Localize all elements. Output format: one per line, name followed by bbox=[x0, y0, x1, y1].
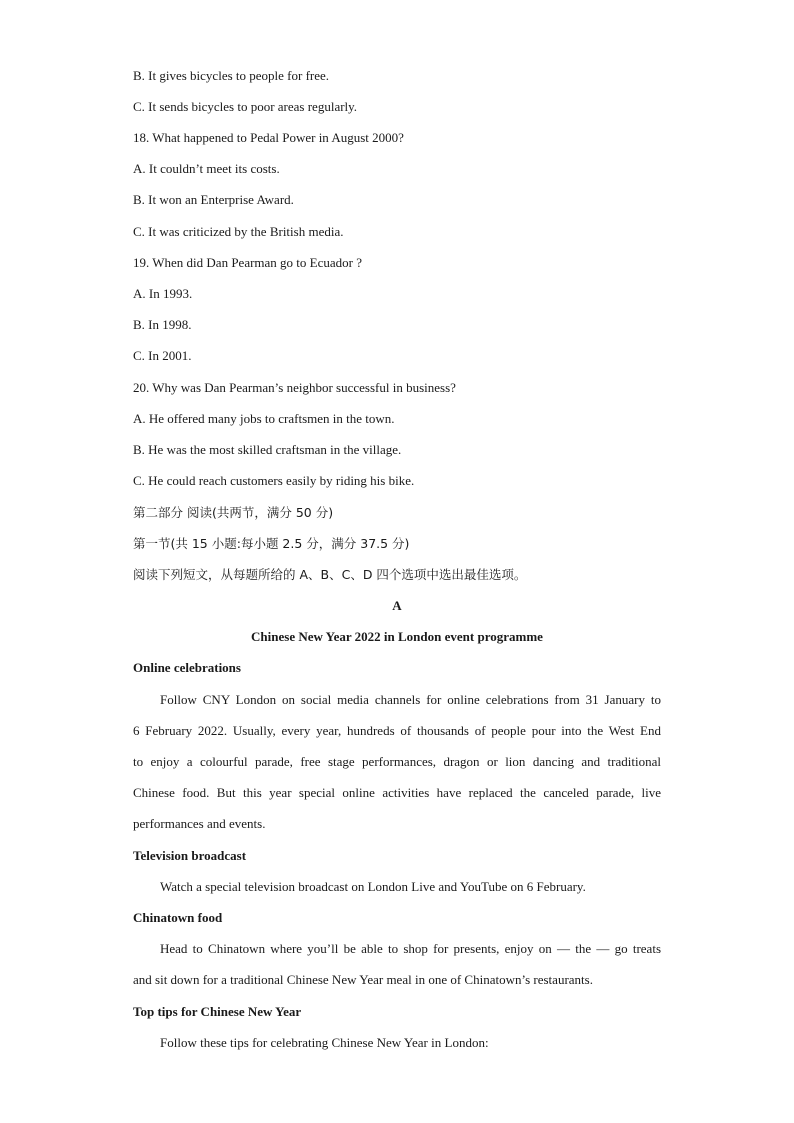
online-paragraph-line: Follow CNY London on social media channels for online celebrations from 31 January to bbox=[160, 692, 661, 707]
tv-heading: Television broadcast bbox=[133, 848, 247, 863]
online-heading: Online celebrations bbox=[133, 660, 241, 675]
passage-letter: A bbox=[392, 598, 402, 613]
food-paragraph-line: Head to Chinatown where you’ll be able to shop for presents, enjoy on — the — go treats bbox=[160, 941, 661, 956]
passage-title: Chinese New Year 2022 in London event programme bbox=[251, 629, 543, 644]
q17-option-c: C. It sends bicycles to poor areas regularly. bbox=[133, 99, 358, 114]
q20-option-a: A. He offered many jobs to craftsmen in the town. bbox=[133, 411, 395, 426]
q20-option-b: B. He was the most skilled craftsman in the village. bbox=[133, 442, 402, 457]
online-paragraph-line: to enjoy a colourful parade, free stage performances, dragon or lion dancing and traditional bbox=[133, 754, 661, 769]
tv-paragraph: Watch a special television broadcast on London Live and YouTube on 6 February. bbox=[160, 879, 586, 894]
q19-option-a: A. In 1993. bbox=[133, 286, 193, 301]
q18-option-b: B. It won an Enterprise Award. bbox=[133, 192, 294, 207]
food-heading: Chinatown food bbox=[133, 910, 223, 925]
online-paragraph-line: Chinese food. But this year special online activities have replaced the canceled parade, live bbox=[133, 785, 661, 800]
tips-paragraph: Follow these tips for celebrating Chinese New Year in London: bbox=[160, 1035, 489, 1050]
q20-option-c: C. He could reach customers easily by riding his bike. bbox=[133, 473, 415, 488]
part2-heading: 第二部分 阅读(共两节，满分 50 分) bbox=[133, 505, 334, 520]
q17-option-b: B. It gives bicycles to people for free. bbox=[133, 68, 330, 83]
q19-option-b: B. In 1998. bbox=[133, 317, 192, 332]
section1-heading: 第一节(共 15 小题:每小题 2.5 分，满分 37.5 分) bbox=[133, 536, 410, 551]
q20-question: 20. Why was Dan Pearman’s neighbor successful in business? bbox=[133, 380, 456, 395]
reading-instruction: 阅读下列短文，从每题所给的 A、B、C、D 四个选项中选出最佳选项。 bbox=[133, 567, 527, 582]
online-paragraph-line: performances and events. bbox=[133, 816, 266, 831]
food-paragraph-line: and sit down for a traditional Chinese New Year meal in one of Chinatown’s restaurants. bbox=[133, 972, 593, 987]
online-paragraph-line: 6 February 2022. Usually, every year, hundreds of thousands of people pour into the West End bbox=[133, 723, 661, 738]
tips-heading: Top tips for Chinese New Year bbox=[133, 1004, 302, 1019]
q18-option-a: A. It couldn’t meet its costs. bbox=[133, 161, 280, 176]
q18-question: 18. What happened to Pedal Power in August 2000? bbox=[133, 130, 404, 145]
q18-option-c: C. It was criticized by the British media. bbox=[133, 224, 344, 239]
q19-option-c: C. In 2001. bbox=[133, 348, 192, 363]
q19-question: 19. When did Dan Pearman go to Ecuador ? bbox=[133, 255, 362, 270]
